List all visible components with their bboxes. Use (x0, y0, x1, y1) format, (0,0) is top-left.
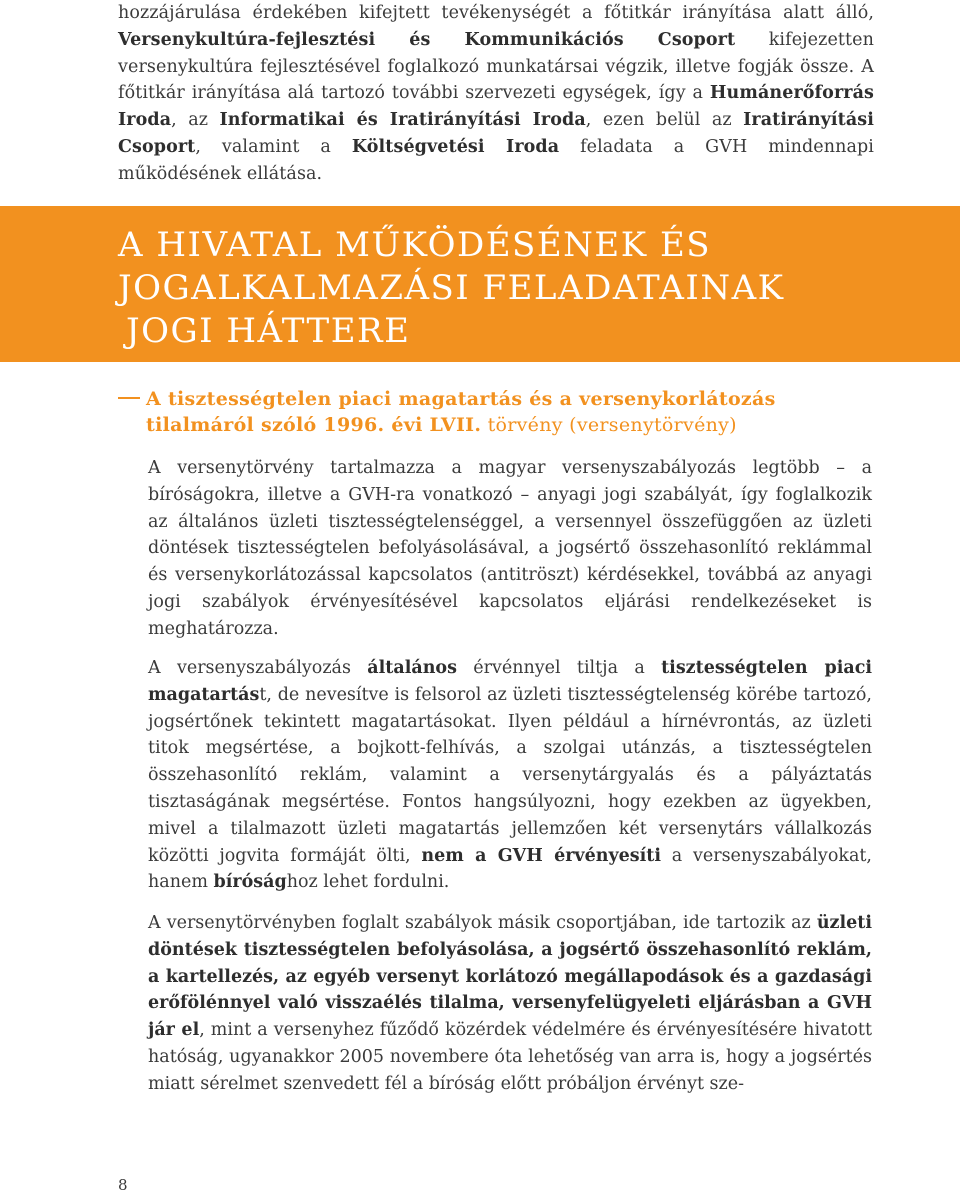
p2-text-1: A versenyszabályozás (148, 658, 368, 678)
p2-text-3: t, de nevesítve is felsorol az üzleti tisztességtelenség körébe tartozó, jogsértőnek tekintett magatartásokat. Ilyen például a hírnévrontás, az üzleti titok megsértése, a bojkott-felhívás, a szolgai utánzás, a tisztességtelen összehasonlító reklám, valamint a versenytárgyalás és a pályáztatás tisztaságának megsértése. Fontos hangsúlyozni, hogy ezekben az ügyekben, mivel a tilalmazott üzleti magatartás jellemzően két versenytárs vállalkozás közötti jogvita formáját ölti, (148, 684, 872, 866)
intro-bold-5: Költségvetési Iroda (351, 136, 560, 157)
section-title (118, 224, 918, 353)
page-number: 8 (118, 1176, 128, 1194)
section-title-line-3: JOGI HÁTTERE (126, 311, 411, 351)
heading-dash (118, 397, 140, 399)
p3-text-1: A versenytörvényben foglalt szabályok másik csoportjában, ide tartozik az (148, 913, 817, 933)
p2-text-2: érvénnyel tiltja a (456, 658, 662, 678)
section-title-line-2: JOGALKALMAZÁSI FELADATAINAK (118, 268, 785, 308)
section-banner (0, 206, 960, 362)
p2-text-5: hoz lehet fordulni. (286, 872, 450, 893)
intro-text-3: , az (171, 110, 220, 131)
paragraph-3 (148, 910, 872, 1098)
intro-text-6: feladata a GVH mindennapi működésének ellátása. (118, 136, 874, 184)
intro-bold-3: Informatikai és Iratirányítási Iroda (219, 110, 586, 131)
subsection-heading-bold: tilalmáról szóló 1996. évi LVII. (146, 414, 482, 436)
paragraph-2 (148, 655, 872, 896)
p2-text-4: a versenyszabályokat, hanem (148, 845, 872, 893)
intro-text-2: kifejezetten versenykultúra fejlesztésével foglalkozó munkatársai végzik, illetve fogják össze. A főtitkár irányítása alá tartozó további szervezeti egységek, így a (118, 29, 875, 104)
paragraph-1 (148, 455, 872, 643)
section-title-line-1: A HIVATAL MŰKÖDÉSÉNEK ÉS (118, 225, 712, 265)
subsection-heading-line-2 (118, 412, 858, 438)
p3-bold-1: üzleti döntések tisztességtelen befolyásolása, a jogsértő összehasonlító reklám, a kartellezés, az egyéb versenyt korlátozó megállapodások és a gazdasági erőfölénnyel való visszaélés tilalma, versenyfelügyeleti eljárásban a GVH jár el (148, 913, 872, 1041)
p2-bold-4: bíróság (213, 872, 287, 893)
intro-bold-2: Humánerőforrás Iroda (118, 83, 874, 131)
intro-bold-4: Iratirányítási Csoport (118, 110, 874, 157)
subsection-heading-normal: törvény (versenytörvény) (481, 414, 737, 436)
intro-text-5: , valamint a (195, 136, 352, 157)
intro-text-4: , ezen belül az (585, 110, 744, 131)
intro-text-1: hozzájárulása érdekében kifejtett tevékenységét a főtitkár irányítása alatt álló, (118, 3, 874, 23)
subsection-heading-line-1: A tisztességtelen piaci magatartás és a versenykorlátozás (146, 388, 776, 410)
intro-paragraph (118, 0, 874, 188)
subsection-heading (118, 386, 858, 438)
p2-bold-1: általános (367, 658, 457, 678)
p2-bold-3: nem a GVH érvényesíti (421, 845, 661, 866)
paragraph-1-text: A versenytörvény tartalmazza a magyar versenyszabályozás legtöbb – a bíróságokra, illetve a GVH-ra vonatkozó – anyagi jogi szabályát, így foglalkozik az általános üzleti tisztességtelenséggel, a versennyel összefüggően az üzleti döntések tisztességtelen befolyásolásával, a jogsértő összehasonlító reklámmal és versenykorlátozással kapcsolatos (antitröszt) kérdésekkel, továbbá az anyagi jogi szabályok érvényesítésével kapcsolatos eljárási rendelkezéseket is meghatározza. (148, 458, 872, 639)
p2-bold-2: tisztességtelen piaci magatartás (148, 658, 872, 705)
p3-text-2: , mint a versenyhez fűződő közérdek védelmére és érvényesítésére hivatott hatóság, ugyanakkor 2005 novembere óta lehetőség van arra is, hogy a jogsértés miatt sérelmet szenvedett fél a bíróság előtt próbáljon érvényt sze- (148, 1020, 872, 1094)
intro-bold-1: Versenykultúra-fejlesztési és Kommunikációs Csoport (118, 29, 736, 50)
